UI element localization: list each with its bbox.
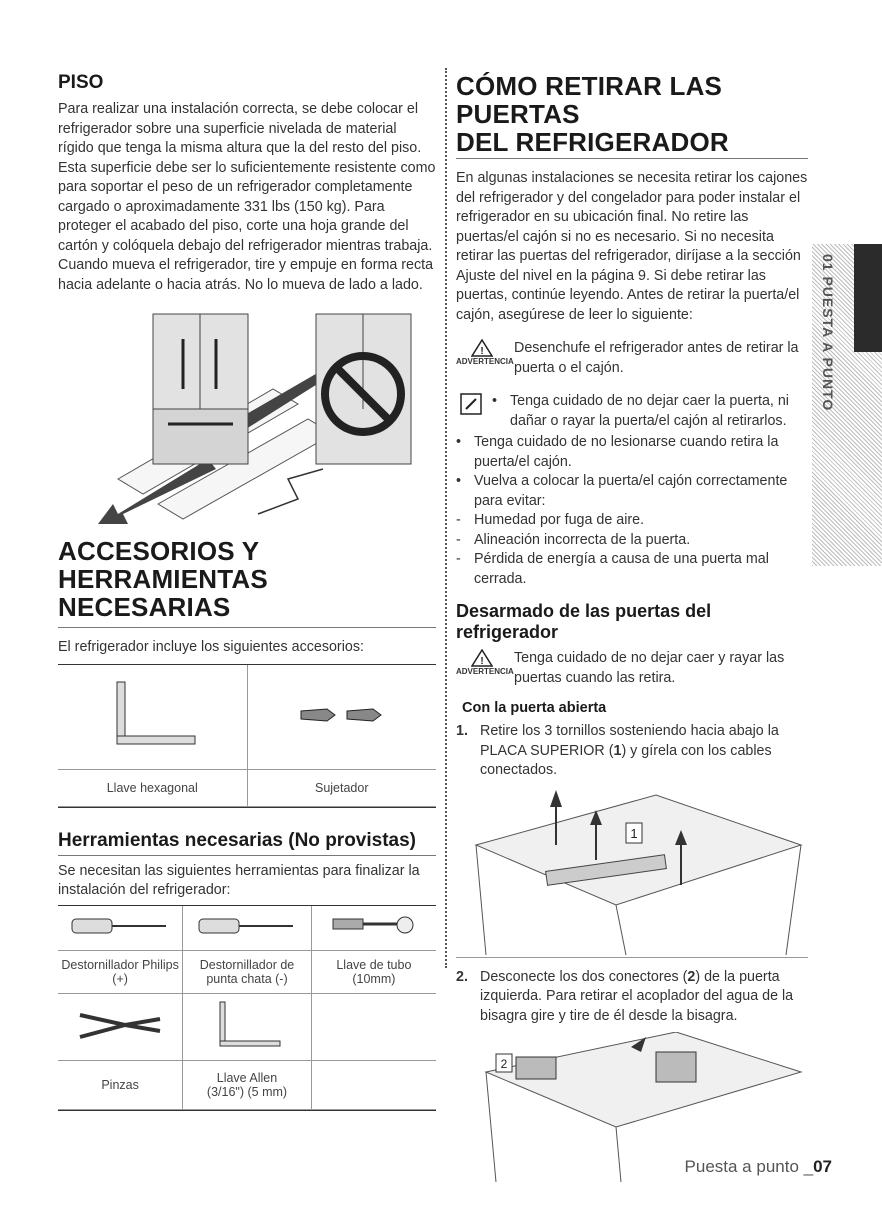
step-1: 1. Retire los 3 tornillos sosteniendo hacia abajo la PLACA SUPERIOR (1) y gírela con los cables conectados. — [456, 723, 779, 778]
desarmado-warning — [456, 649, 808, 688]
accesorios-title: ACCESORIOS Y HERRAMIENTAS NECESARIAS — [58, 536, 268, 622]
fastener-image — [247, 665, 436, 770]
flat-screwdriver-icon — [197, 915, 297, 937]
left-column — [58, 72, 436, 1111]
philips-screwdriver-icon — [70, 915, 170, 937]
flat-label: Destornillador de punta chata (-) — [183, 950, 312, 993]
svg-text:!: ! — [480, 346, 484, 357]
herramientas-table — [58, 906, 436, 1110]
desarmado-warning-text: Tenga cuidado de no dejar caer y rayar las puertas cuando las retira. — [514, 650, 785, 686]
dash-3: - Pérdida de energía a causa de una puerta mal cerrada. — [456, 551, 769, 587]
column-divider — [445, 68, 447, 968]
retirar-warning-text: Desenchufe el refrigerador antes de retirar la puerta o el cajón. — [514, 340, 799, 376]
callout-2: 2 — [500, 1057, 508, 1071]
side-tab-label: 01 PUESTA A PUNTO — [820, 254, 836, 412]
accesorios-intro: El refrigerador incluye los siguientes accesorios: — [58, 639, 364, 655]
philips-label: Destornillador Philips (+) — [58, 950, 183, 993]
retirar-note: • Tenga cuidado de no dejar caer la puerta, ni dañar o rayar la puerta/el cajón al retirarlos. — [456, 392, 808, 431]
puerta-abierta-subtitle: Con la puerta abierta — [462, 700, 607, 716]
herramientas-title: Herramientas necesarias (No provistas) — [58, 829, 416, 851]
bullet-2: • Vuelva a colocar la puerta/el cajón correctamente para evitar: — [456, 473, 788, 509]
herramientas-intro: Se necesitan las siguientes herramientas para finalizar la instalación del refrigerador: — [58, 862, 420, 898]
pliers-icon — [75, 1005, 165, 1045]
allen-label: Llave Allen (3/16") (5 mm) — [183, 1060, 312, 1109]
retirar-warning — [456, 339, 808, 378]
piso-body: Para realizar una instalación correcta, se debe colocar el refrigerador sobre una superficie nivelada de material rígido que tenga la misma altura que la del resto del piso. Esta superficie debe ser lo suficientemente resistente como para soportar el peso de un refrigerador completamente cargado o aproximadamente 331 lbs (150 kg). Para proteger el acabado del piso, corte una hoja grande del cartón y colóquela debajo del refrigerador mientras trabaja. Cuando mueva el refrigerador, tire y empuje en forma recta hacia adelante o hacia atrás. No lo mueva de lado a lado. — [58, 101, 436, 293]
refrigerator-move-icon — [58, 309, 436, 527]
note-icon — [456, 392, 486, 416]
svg-text:!: ! — [480, 656, 484, 667]
dash-2: - Alineación incorrecta de la puerta. — [456, 531, 691, 548]
philips-screwdriver-image — [58, 906, 183, 951]
right-column — [456, 72, 808, 1182]
bullet-1: • Tenga cuidado de no lesionarse cuando retira la puerta/el cajón. — [456, 434, 779, 470]
socket-wrench-image — [311, 906, 436, 951]
hex-key-icon — [107, 680, 197, 750]
socket-wrench-icon — [329, 913, 419, 939]
flat-screwdriver-image — [183, 906, 312, 951]
hex-key-label: Llave hexagonal — [58, 769, 247, 806]
retirar-title: CÓMO RETIRAR LAS PUERTAS DEL REFRIGERADOR — [456, 71, 729, 157]
accesorios-table — [58, 665, 436, 807]
piso-title: PISO — [58, 72, 104, 93]
desarmado-title: Desarmado de las puertas del refrigerador — [456, 601, 712, 642]
page-number: 07 — [813, 1157, 832, 1176]
side-tab — [812, 244, 882, 566]
step-2: 2. Desconecte los dos conectores (2) de la puerta izquierda. Para retirar el acoplador del agua de la bisagra gire y tire de él desde la bisagra. — [456, 968, 794, 1024]
retirar-body: En algunas instalaciones se necesita retirar los cajones del refrigerador y del congelador para poder instalar el refrigerador en su ubicación final. No retire las puertas/el cajón si no es necesario. Si no necesita retirar las puertas del refrigerador, diríjase a la sección Ajuste del nivel en la página 9. Si debe retirar las puertas, continúe leyendo. Antes de retirar la puerta/el cajón, asegúrese de leer lo siguiente: — [456, 170, 808, 323]
callout-1: 1 — [630, 825, 638, 841]
fastener-icon — [297, 703, 387, 727]
floor-illustration — [58, 309, 436, 527]
pliers-label: Pinzas — [58, 1060, 183, 1109]
fastener-label: Sujetador — [247, 769, 436, 806]
pliers-image — [58, 993, 183, 1060]
note-text: Tenga cuidado de no dejar caer la puerta, ni dañar o rayar la puerta/el cajón al retirarlos. — [510, 393, 789, 429]
warning-icon-2: ! ADVERTENCIA — [456, 649, 508, 676]
page-footer: Puesta a punto _07 — [684, 1157, 832, 1176]
warning-icon: ! ADVERTENCIA — [456, 339, 508, 366]
top-plate-icon — [456, 785, 808, 957]
allen-key-image — [183, 993, 312, 1060]
socket-label: Llave de tubo (10mm) — [311, 950, 436, 993]
allen-key-icon — [202, 1000, 292, 1050]
hex-key-image — [58, 665, 247, 770]
dash-1: - Humedad por fuga de aire. — [456, 512, 645, 528]
step1-illustration — [456, 785, 808, 957]
